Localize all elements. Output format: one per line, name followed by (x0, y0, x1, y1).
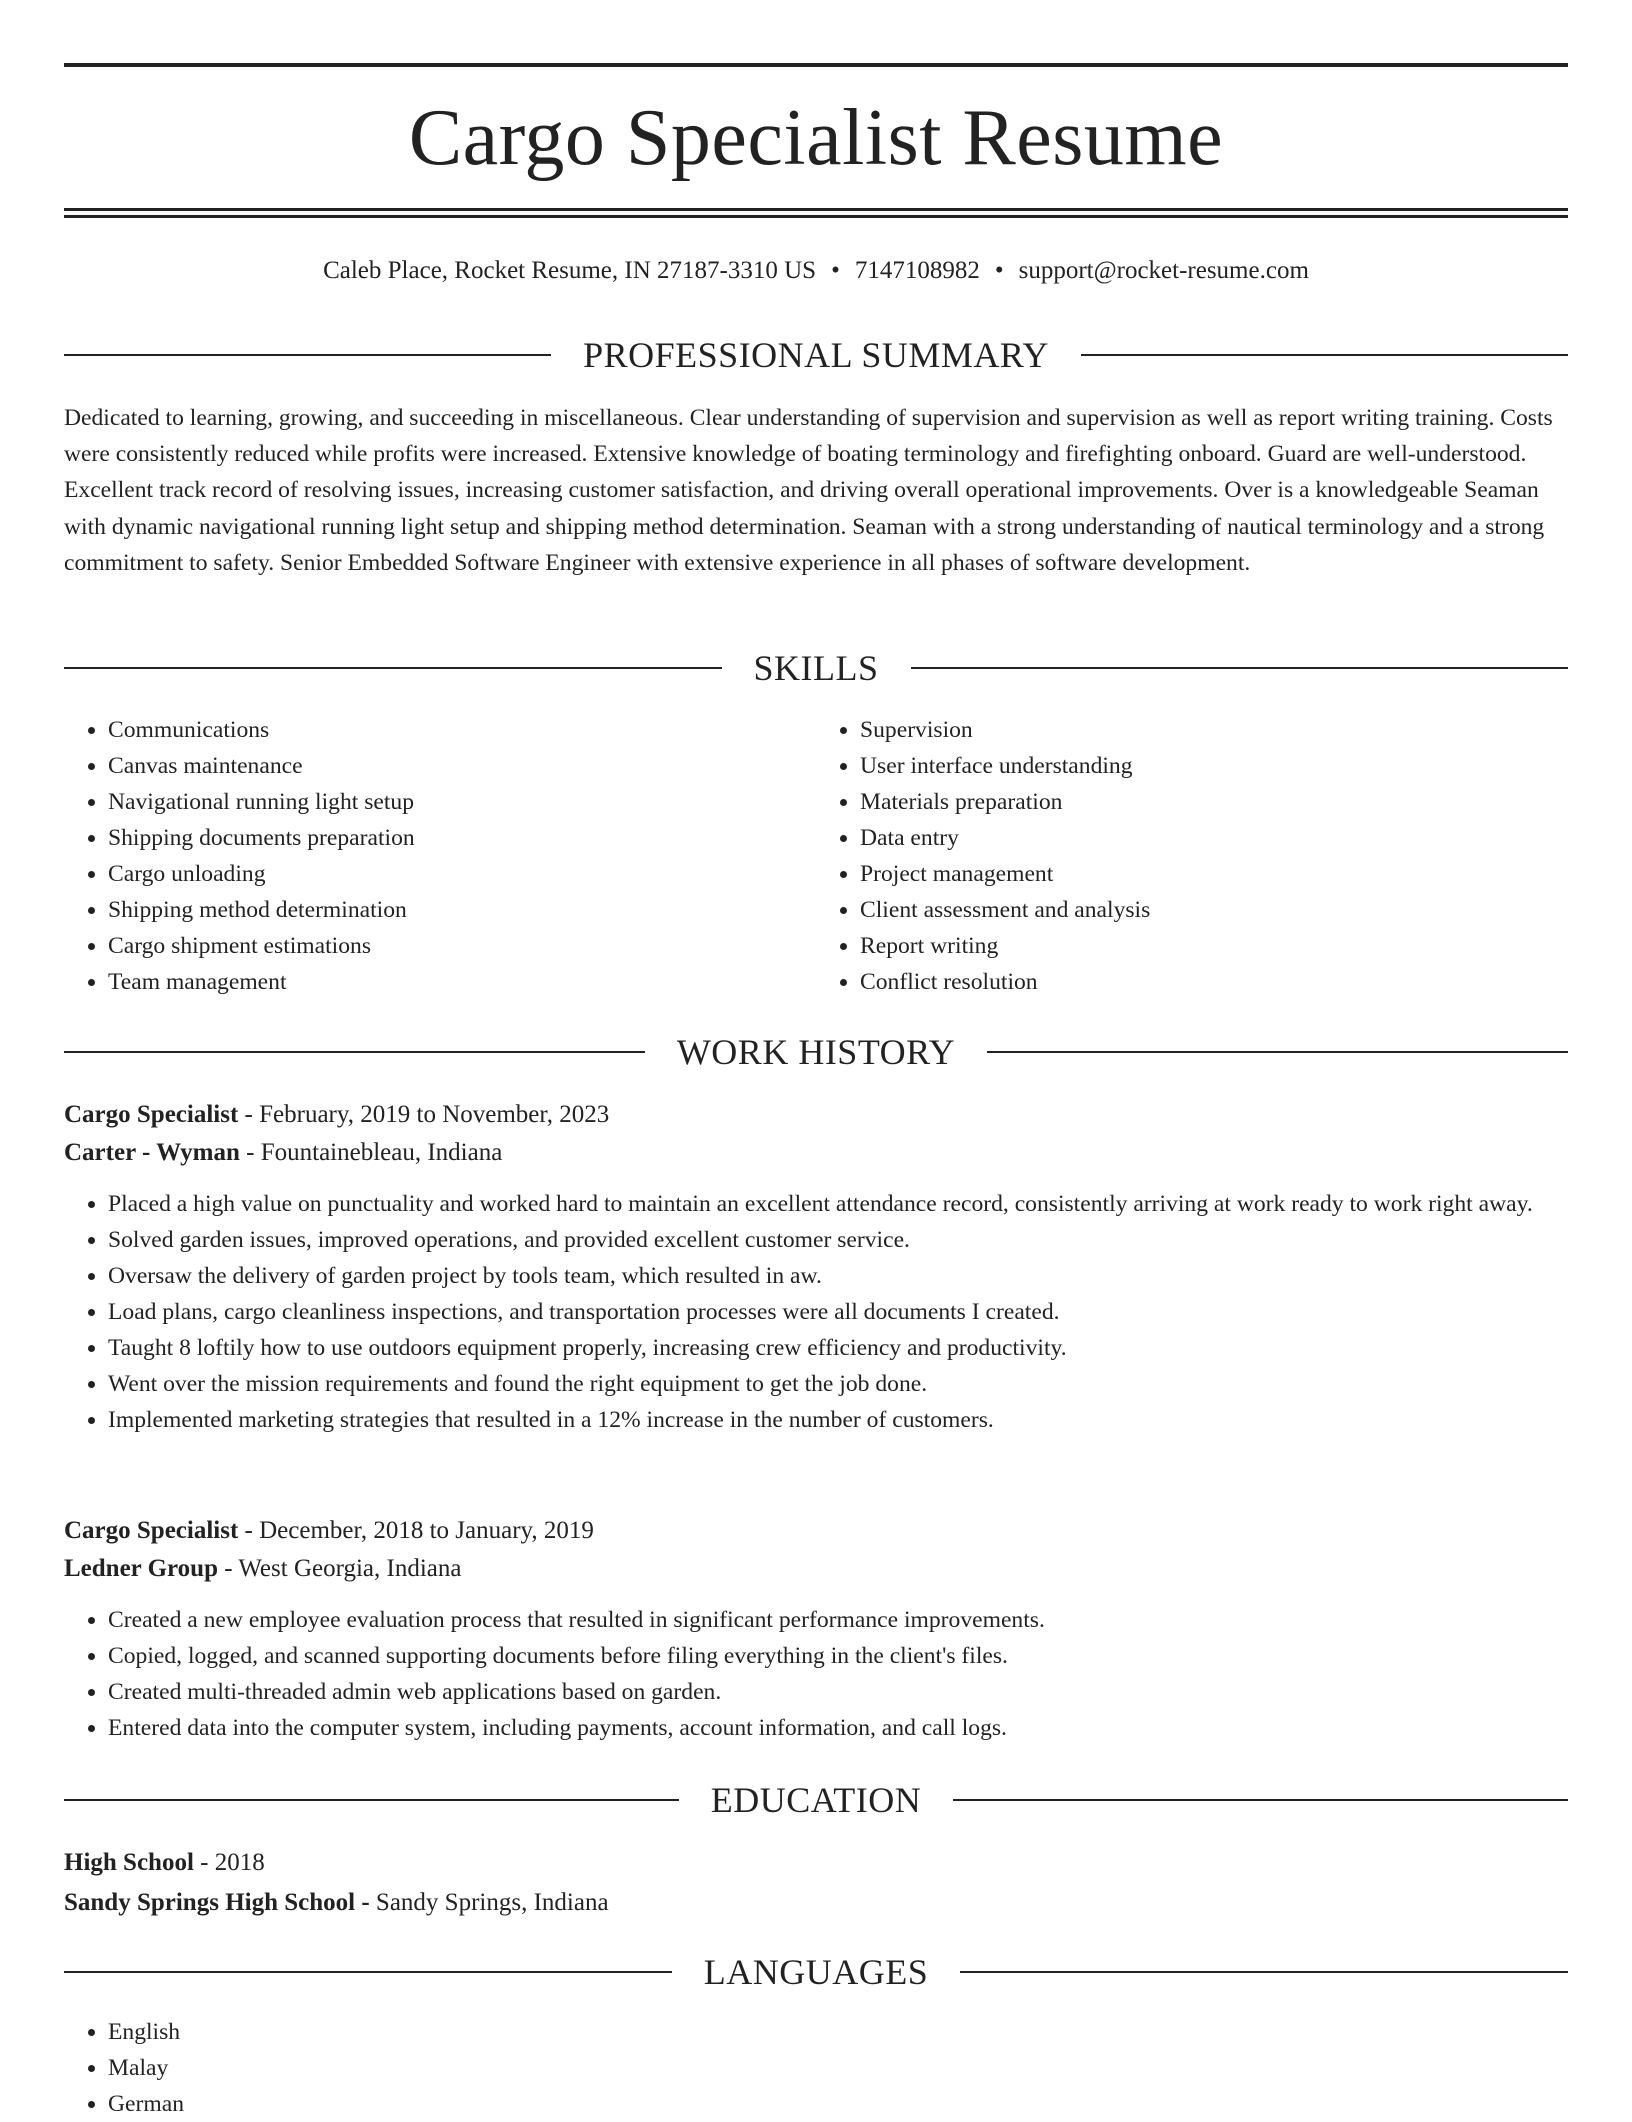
divider-line (960, 1971, 1568, 1973)
skills-column-left (64, 712, 816, 1000)
job-bullets (64, 1602, 1568, 1746)
job-location: - West Georgia, Indiana (217, 1555, 462, 1582)
skill-item: • Data entry (860, 820, 1568, 856)
skills-column-right (816, 712, 1568, 1000)
job-bullet: • Created multi-threaded admin web applications based on garden. (108, 1674, 1568, 1710)
job-dates: - December, 2018 to January, 2019 (238, 1517, 594, 1544)
job-title-line (64, 1512, 1568, 1550)
job-company-line (64, 1134, 1568, 1172)
job-bullet: • Placed a high value on punctuality and worked hard to maintain an excellent attendance record, consistently arriving at work ready to work right away. (108, 1186, 1568, 1222)
job-location: - Fountainebleau, Indiana (239, 1139, 503, 1166)
section-header-summary (64, 335, 1568, 375)
job-entry (64, 1096, 1568, 1438)
education-year: - 2018 (193, 1849, 265, 1876)
skills-list (64, 712, 1568, 1000)
skill-item: • Cargo shipment estimations (108, 928, 816, 964)
section-title-summary: PROFESSIONAL SUMMARY (583, 335, 1049, 375)
skill-item: • Canvas maintenance (108, 748, 816, 784)
job-bullets (64, 1186, 1568, 1438)
job-bullet: • Load plans, cargo cleanliness inspections, and transportation processes were all documents I created. (108, 1294, 1568, 1330)
job-bullet: • Oversaw the delivery of garden project by tools team, which resulted in aw. (108, 1258, 1568, 1294)
skill-item: • Cargo unloading (108, 856, 816, 892)
language-item: • German (108, 2086, 184, 2122)
skill-item: • Shipping documents preparation (108, 820, 816, 856)
skill-item: • Team management (108, 964, 816, 1000)
contact-separator: • (831, 257, 840, 284)
job-entry (64, 1512, 1568, 1746)
divider-line (64, 667, 722, 669)
job-bullet: • Implemented marketing strategies that resulted in a 12% increase in the number of customers. (108, 1402, 1568, 1438)
job-company-line (64, 1550, 1568, 1588)
skill-item: • Materials preparation (860, 784, 1568, 820)
education-location: Sandy Springs, Indiana (369, 1889, 609, 1916)
divider-line (911, 667, 1569, 669)
skill-item: • Supervision (860, 712, 1568, 748)
section-title-skills: SKILLS (753, 648, 879, 688)
contact-email: support@rocket-resume.com (1018, 257, 1309, 284)
job-bullet: • Copied, logged, and scanned supporting documents before filing everything in the client's files. (108, 1638, 1568, 1674)
skill-item: • Navigational running light setup (108, 784, 816, 820)
resume-title: Cargo Specialist Resume (408, 94, 1224, 182)
job-bullet: • Entered data into the computer system, including payments, account information, and call logs. (108, 1710, 1568, 1746)
contact-line (64, 254, 1568, 288)
section-title-work: WORK HISTORY (676, 1032, 956, 1072)
job-bullet: • Went over the mission requirements and found the right equipment to get the job done. (108, 1366, 1568, 1402)
education-degree: High School (64, 1849, 194, 1876)
title-double-rule (64, 208, 1568, 218)
skill-item: • Client assessment and analysis (860, 892, 1568, 928)
language-item: • English (108, 2014, 184, 2050)
education-entry (64, 1844, 1568, 1922)
divider-line (987, 1051, 1568, 1053)
skill-item: • Communications (108, 712, 816, 748)
job-dates: - February, 2019 to November, 2023 (238, 1101, 610, 1128)
skill-item: • Shipping method determination (108, 892, 816, 928)
job-title: Cargo Specialist (64, 1101, 239, 1128)
section-title-languages: LANGUAGES (703, 1952, 929, 1992)
section-header-work (64, 1032, 1568, 1072)
divider-line (64, 1971, 672, 1973)
divider-line (953, 1799, 1568, 1801)
divider-line (64, 1799, 679, 1801)
top-rule (64, 63, 1568, 67)
job-company: Carter - Wyman (64, 1139, 240, 1166)
skill-item: • Conflict resolution (860, 964, 1568, 1000)
job-bullet: • Solved garden issues, improved operations, and provided excellent customer service. (108, 1222, 1568, 1258)
section-header-education (64, 1780, 1568, 1820)
section-title-education: EDUCATION (710, 1780, 922, 1820)
skill-item: • Report writing (860, 928, 1568, 964)
skill-item: • User interface understanding (860, 748, 1568, 784)
divider-line (64, 1051, 645, 1053)
contact-separator: • (994, 257, 1004, 284)
languages-list (64, 2014, 184, 2122)
divider-line (64, 354, 551, 356)
contact-address: Caleb Place, Rocket Resume, IN 27187-3310 US (323, 257, 817, 284)
divider-line (1081, 354, 1568, 356)
job-bullet: • Created a new employee evaluation process that resulted in significant performance improvements. (108, 1602, 1568, 1638)
contact-phone: 7147108982 (854, 257, 980, 284)
job-title-line (64, 1096, 1568, 1134)
summary-text: Dedicated to learning, growing, and succeeding in miscellaneous. Clear understanding of supervision and supervision as well as report writing training. Costs were consistently reduced while profits were increased. Extensive knowledge of boating terminology and firefighting onboard. Guard are well-understood. Excellent track record of resolving issues, increasing customer satisfaction, and driving overall operational improvements. Over is a knowledgeable Seaman with dynamic navigational running light setup and shipping method determination. Seaman with a strong understanding of nautical terminology and a strong commitment to safety. Senior Embedded Software Engineer with extensive experience in all phases of software development. (64, 405, 1553, 576)
section-header-languages (64, 1952, 1568, 1992)
language-item: • Malay (108, 2050, 184, 2086)
education-school-line (64, 1884, 1568, 1922)
section-header-skills (64, 648, 1568, 688)
skill-item: • Project management (860, 856, 1568, 892)
job-bullet: • Taught 8 loftily how to use outdoors equipment properly, increasing crew efficiency and productivity. (108, 1330, 1568, 1366)
education-degree-line (64, 1844, 1568, 1882)
job-title: Cargo Specialist (64, 1517, 239, 1544)
education-school: Sandy Springs High School - (64, 1889, 370, 1916)
job-company: Ledner Group (64, 1555, 218, 1582)
